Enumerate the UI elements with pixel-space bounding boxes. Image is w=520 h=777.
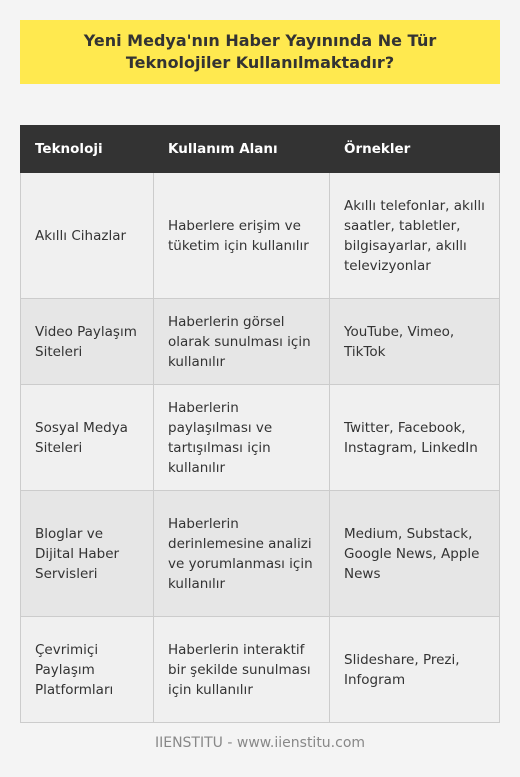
page-title: Yeni Medya'nın Haber Yayınında Ne Tür Teknolojiler Kullanılmaktadır? <box>83 31 437 72</box>
table-row <box>21 299 500 385</box>
table-row <box>21 617 500 723</box>
cell-technology: Sosyal Medya Siteleri <box>21 385 154 491</box>
cell-examples: Medium, Substack, Google News, Apple News <box>330 491 500 617</box>
cell-technology: Video Paylaşım Siteleri <box>21 299 154 385</box>
cell-examples: Twitter, Facebook, Instagram, LinkedIn <box>330 385 500 491</box>
cell-usage-area: Haberlerin paylaşılması ve tartışılması için kullanılır <box>154 385 330 491</box>
header-examples: Örnekler <box>330 126 500 173</box>
cell-usage-area: Haberlerin derinlemesine analizi ve yorumlanması için kullanılır <box>154 491 330 617</box>
technology-table <box>20 125 500 723</box>
table-row <box>21 173 500 299</box>
header-usage-area: Kullanım Alanı <box>154 126 330 173</box>
cell-technology: Akıllı Cihazlar <box>21 173 154 299</box>
table-row <box>21 491 500 617</box>
table-header-row <box>21 126 500 173</box>
cell-technology: Bloglar ve Dijital Haber Servisleri <box>21 491 154 617</box>
cell-usage-area: Haberlerin interaktif bir şekilde sunulması için kullanılır <box>154 617 330 723</box>
cell-usage-area: Haberlere erişim ve tüketim için kullanılır <box>154 173 330 299</box>
footer-credit: IIENSTITU - www.iienstitu.com <box>154 735 366 751</box>
cell-examples: YouTube, Vimeo, TikTok <box>330 299 500 385</box>
table-row <box>21 385 500 491</box>
header-technology: Teknoloji <box>21 126 154 173</box>
cell-examples: Akıllı telefonlar, akıllı saatler, tabletler, bilgisayarlar, akıllı televizyonlar <box>330 173 500 299</box>
cell-usage-area: Haberlerin görsel olarak sunulması için kullanılır <box>154 299 330 385</box>
cell-examples: Slideshare, Prezi, Infogram <box>330 617 500 723</box>
cell-technology: Çevrimiçi Paylaşım Platformları <box>21 617 154 723</box>
title-banner <box>20 20 500 84</box>
